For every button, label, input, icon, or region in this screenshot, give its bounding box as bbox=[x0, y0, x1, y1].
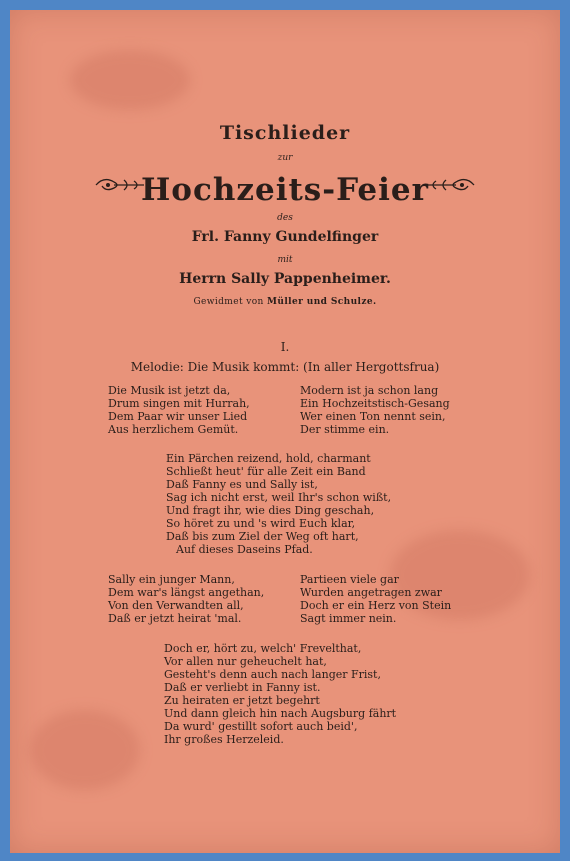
verse-line: Sagt immer nein. bbox=[300, 612, 397, 625]
verse-line: Und fragt ihr, wie dies Ding geschah, bbox=[166, 504, 375, 517]
verse-line: Ein Pärchen reizend, hold, charmant bbox=[166, 452, 371, 465]
song-numeral: I. bbox=[280, 340, 290, 354]
verse-line: Vor allen nur geheuchelt hat, bbox=[164, 655, 327, 668]
dedication-names: Müller und Schulze. bbox=[267, 297, 377, 307]
verse-line: Daß er verliebt in Fanny ist. bbox=[164, 681, 321, 694]
mit-label: mit bbox=[277, 255, 293, 265]
melody-line: Melodie: Die Musik kommt: (In aller Hergottsfrua) bbox=[130, 360, 440, 374]
dedication-prefix: Gewidmet von bbox=[193, 297, 264, 307]
verse-line: Auf dieses Daseins Pfad. bbox=[176, 543, 313, 556]
des-label: des bbox=[277, 213, 293, 223]
verse-line: Schließt heut' für alle Zeit ein Band bbox=[166, 465, 366, 478]
verse-line: Wurden angetragen zwar bbox=[300, 586, 442, 599]
verse-line: Ihr großes Herzeleid. bbox=[164, 733, 284, 746]
verse-line: Drum singen mit Hurrah, bbox=[108, 397, 250, 410]
verse-line: Doch er, hört zu, welch' Frevelthat, bbox=[164, 642, 362, 655]
paper-stain bbox=[70, 50, 190, 110]
verse-line: Und dann gleich hin nach Augsburg fährt bbox=[164, 707, 397, 720]
verse-line: Modern ist ja schon lang bbox=[300, 384, 439, 397]
song-sheet bbox=[10, 10, 560, 853]
verse-3-right bbox=[300, 573, 451, 625]
paper-stain bbox=[30, 710, 140, 790]
verse-2 bbox=[166, 452, 391, 556]
verse-line: Sally ein junger Mann, bbox=[108, 573, 235, 586]
verse-line: Gesteht's denn auch nach langer Frist, bbox=[164, 668, 381, 681]
verse-line: Dem Paar wir unser Lied bbox=[108, 410, 248, 423]
verse-line: Ein Hochzeitstisch-Gesang bbox=[300, 397, 450, 410]
groom-name: Herrn Sally Pappenheimer. bbox=[179, 271, 391, 287]
verse-line: Zu heiraten er jetzt begehrt bbox=[164, 694, 320, 707]
verse-line: Partieen viele gar bbox=[300, 573, 399, 586]
verse-1-right bbox=[300, 384, 450, 436]
verse-line: Die Musik ist jetzt da, bbox=[108, 384, 231, 397]
verse-line: Von den Verwandten all, bbox=[108, 599, 244, 612]
scroll-ornament-icon bbox=[424, 174, 476, 196]
verse-line: Da wurd' gestillt sofort auch beid', bbox=[164, 720, 358, 733]
verse-line: Der stimme ein. bbox=[300, 423, 390, 436]
verse-3-left bbox=[108, 573, 264, 625]
zur-label: zur bbox=[277, 153, 293, 163]
verse-line: Wer einen Ton nennt sein, bbox=[300, 410, 446, 423]
verse-line: Sag ich nicht erst, weil Ihr's schon wißt, bbox=[166, 491, 392, 504]
verse-line: Dem war's längst angethan, bbox=[108, 586, 265, 599]
verse-line: Aus herzlichem Gemüt. bbox=[108, 423, 239, 436]
verse-line: So höret zu und 's wird Euch klar, bbox=[166, 517, 356, 530]
verse-line: Daß bis zum Ziel der Weg oft hart, bbox=[166, 530, 359, 543]
dedication bbox=[10, 297, 560, 307]
verse-4 bbox=[164, 642, 396, 746]
sheet-title: Tischlieder bbox=[219, 122, 351, 144]
bride-name: Frl. Fanny Gundelfinger bbox=[191, 229, 379, 245]
verse-line: Daß Fanny es und Sally ist, bbox=[166, 478, 318, 491]
verse-1-left bbox=[108, 384, 250, 436]
verse-line: Doch er ein Herz von Stein bbox=[300, 599, 452, 612]
verse-line: Daß er jetzt heirat 'mal. bbox=[108, 612, 242, 625]
main-title: Hochzeits-Feier bbox=[141, 172, 429, 208]
